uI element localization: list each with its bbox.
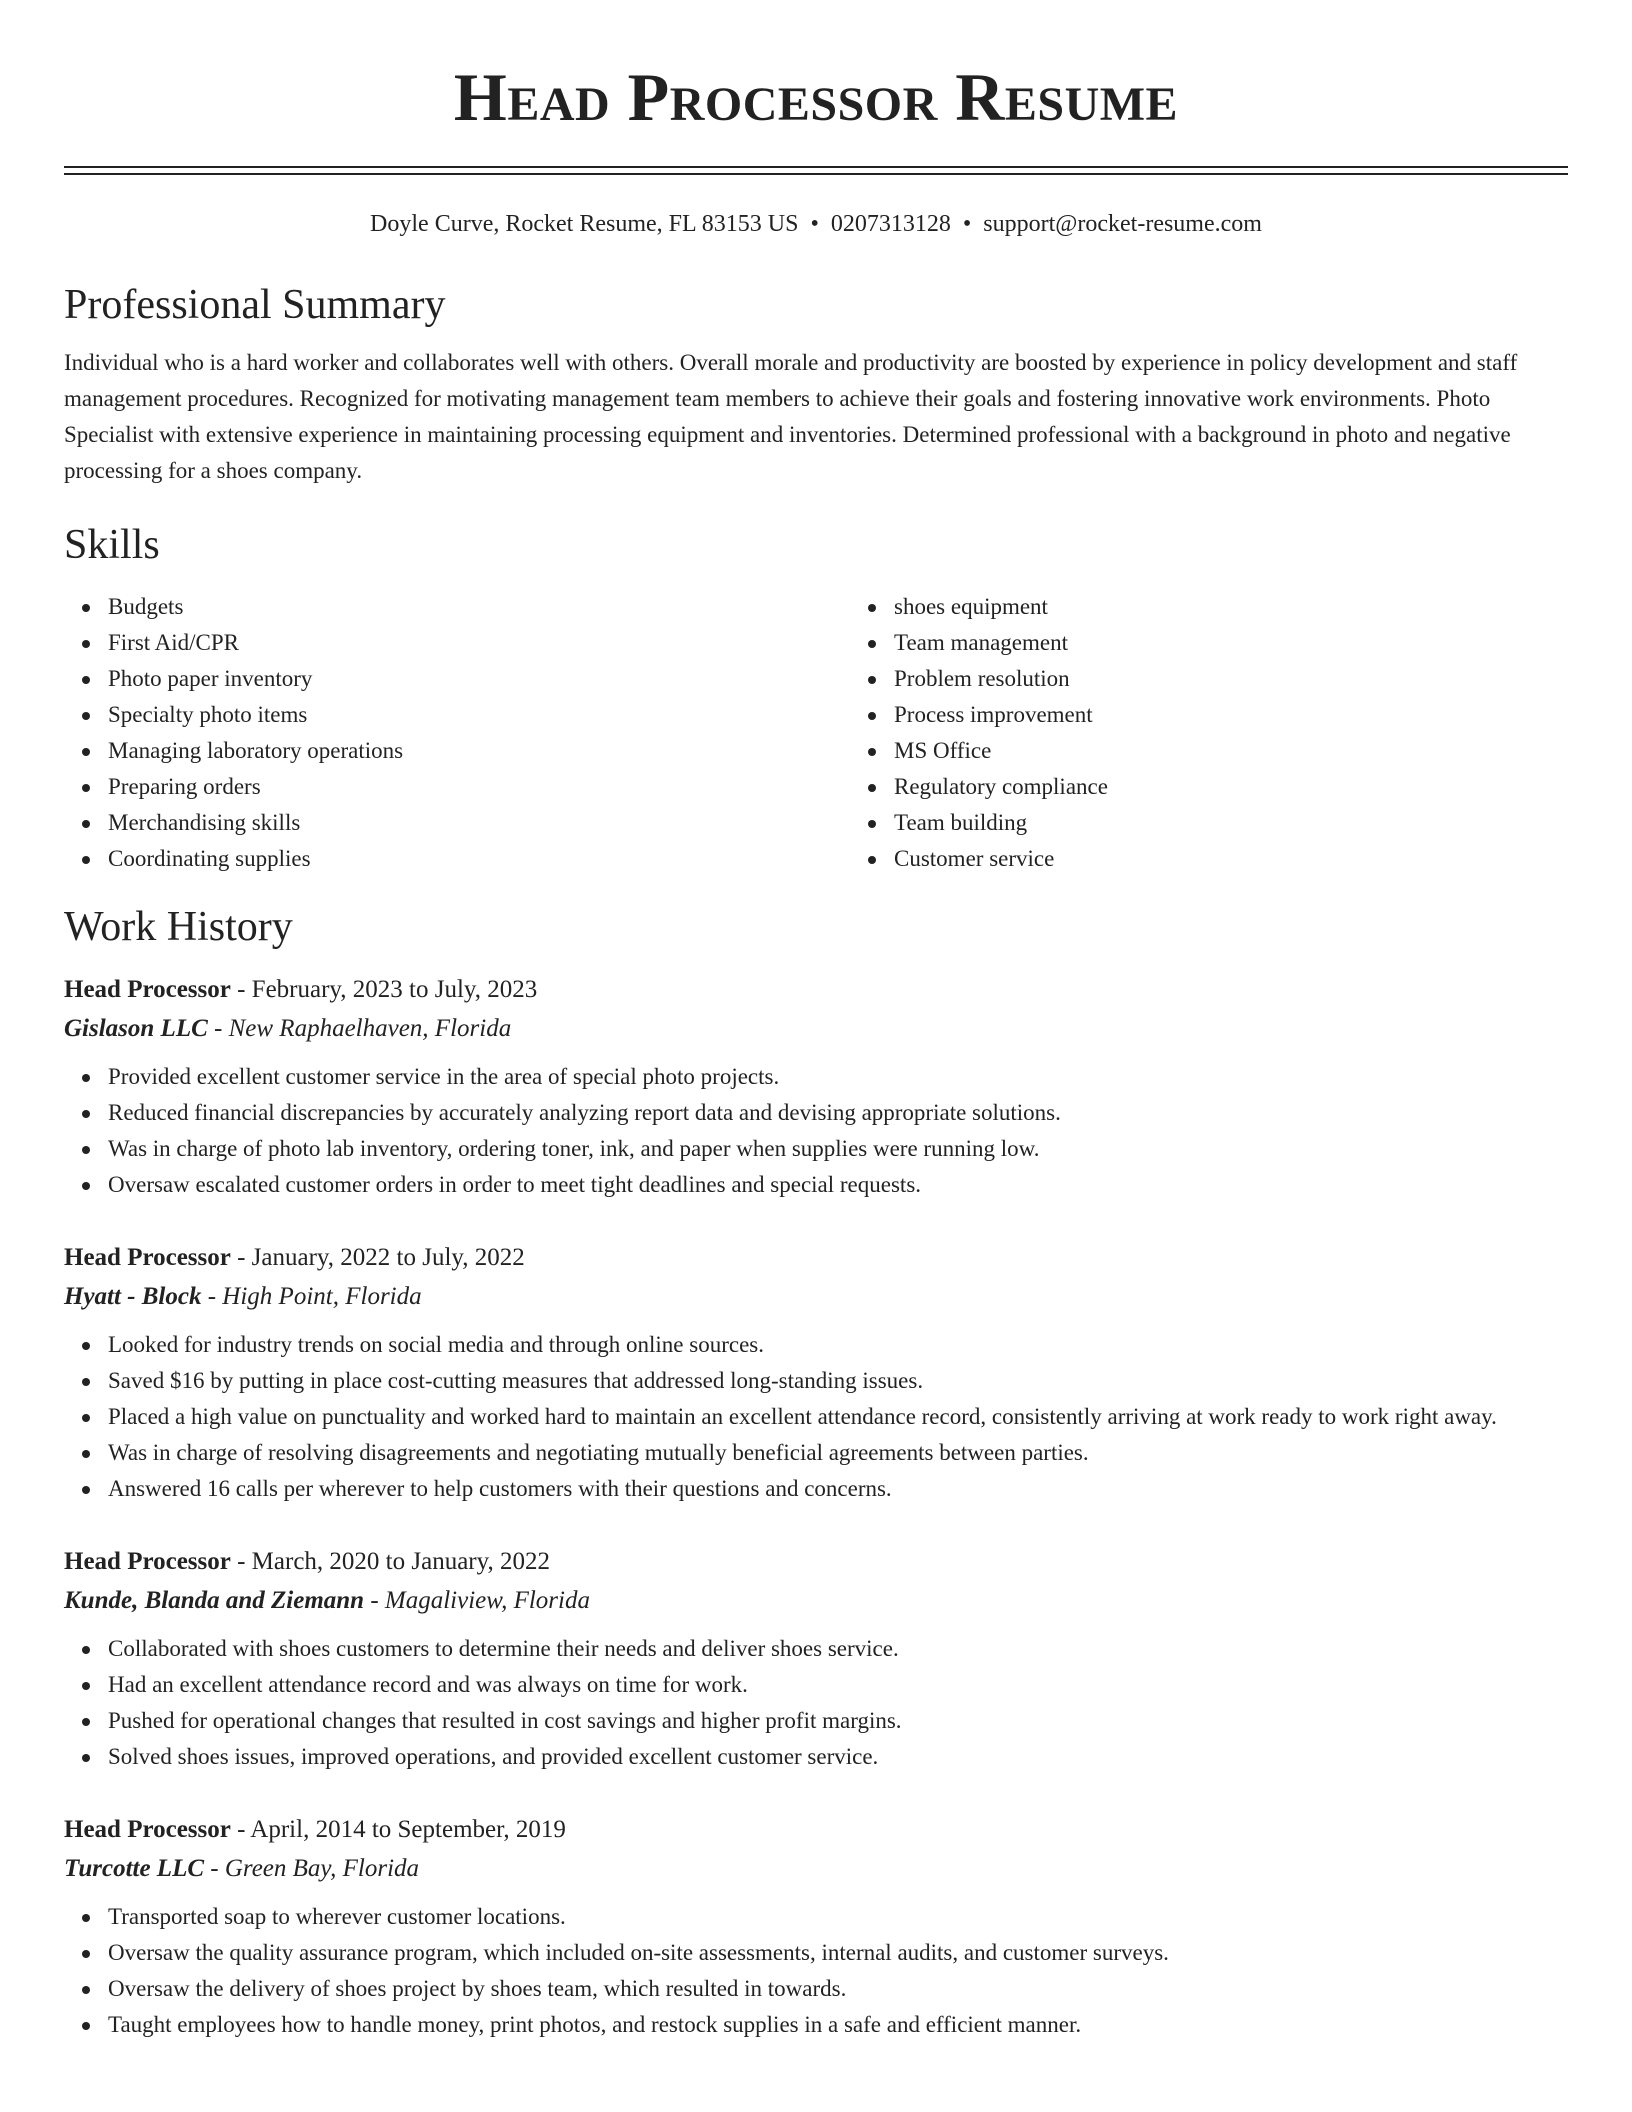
contact-separator: • <box>810 211 819 237</box>
page-title: Head Processor Resume <box>453 59 1179 135</box>
duty-item: Pushed for operational changes that resulted in cost savings and higher profit margins. <box>108 1703 1568 1739</box>
job-title: Head Processor <box>64 1816 231 1843</box>
job-entry <box>64 1239 1568 1507</box>
job-entry <box>64 1811 1568 2043</box>
duty-item: Had an excellent attendance record and was always on time for work. <box>108 1667 1568 1703</box>
duty-item: Was in charge of resolving disagreements and negotiating mutually beneficial agreements between parties. <box>108 1435 1568 1471</box>
job-dates: - February, 2023 to July, 2023 <box>230 976 538 1003</box>
title-divider <box>64 166 1568 175</box>
job-title: Head Processor <box>64 976 231 1003</box>
job-dates: - April, 2014 to September, 2019 <box>230 1816 566 1843</box>
company-line <box>64 1849 1568 1889</box>
contact-email: support@rocket-resume.com <box>983 211 1262 237</box>
duty-item: Oversaw the delivery of shoes project by shoes team, which resulted in towards. <box>108 1971 1568 2007</box>
skills-heading: Skills <box>64 522 160 568</box>
duty-item: Oversaw the quality assurance program, which included on-site assessments, internal audits, and customer surveys. <box>108 1935 1568 1971</box>
duty-item: Looked for industry trends on social media and through online sources. <box>108 1327 1568 1363</box>
job-entry <box>64 1543 1568 1775</box>
job-dates: - January, 2022 to July, 2022 <box>230 1244 525 1271</box>
job-title: Head Processor <box>64 1244 231 1271</box>
job-entry <box>64 971 1568 1203</box>
company-location: - Magaliview, Florida <box>364 1587 590 1614</box>
job-title-line <box>64 1239 1568 1277</box>
duty-item: Transported soap to wherever customer locations. <box>108 1899 1568 1935</box>
duty-item: Was in charge of photo lab inventory, ordering toner, ink, and paper when supplies were running low. <box>108 1131 1568 1167</box>
job-title-line <box>64 1811 1568 1849</box>
duty-item: Provided excellent customer service in the area of special photo projects. <box>108 1059 1568 1095</box>
duty-item: Collaborated with shoes customers to determine their needs and deliver shoes service. <box>108 1631 1568 1667</box>
skill-item: Managing laboratory operations <box>108 733 850 769</box>
skill-item: Team building <box>894 805 1632 841</box>
duty-list <box>64 1631 1568 1775</box>
job-title: Head Processor <box>64 1548 231 1575</box>
contact-phone: 0207313128 <box>830 211 951 237</box>
company-location: - Green Bay, Florida <box>204 1855 420 1882</box>
skill-item: shoes equipment <box>894 589 1632 625</box>
company-name: Turcotte LLC <box>64 1855 205 1882</box>
skill-item: Photo paper inventory <box>108 661 850 697</box>
duty-item: Oversaw escalated customer orders in order to meet tight deadlines and special requests. <box>108 1167 1568 1203</box>
skill-item: Customer service <box>894 841 1632 877</box>
company-name: Kunde, Blanda and Ziemann <box>64 1587 365 1614</box>
work-history-heading: Work History <box>64 904 293 950</box>
skills-columns <box>64 589 1568 877</box>
summary-text: Individual who is a hard worker and collaborates well with others. Overall morale and productivity are boosted by experience in policy development and staff management procedures. Recognized for motivating management team members to achieve their goals and fostering innovative work environments. Photo Specialist with extensive experience in maintaining processing equipment and inventories. Determined professional with a background in photo and negative processing for a shoes company. <box>64 350 1518 483</box>
skill-item: Merchandising skills <box>108 805 850 841</box>
skill-item: MS Office <box>894 733 1632 769</box>
skills-list-left <box>64 589 850 877</box>
company-location: - High Point, Florida <box>201 1283 422 1310</box>
duty-item: Reduced financial discrepancies by accurately analyzing report data and devising appropriate solutions. <box>108 1095 1568 1131</box>
skill-item: Regulatory compliance <box>894 769 1632 805</box>
duty-item: Solved shoes issues, improved operations, and provided excellent customer service. <box>108 1739 1568 1775</box>
job-title-line <box>64 1543 1568 1581</box>
duty-item: Taught employees how to handle money, print photos, and restock supplies in a safe and efficient manner. <box>108 2007 1568 2043</box>
duty-list <box>64 1327 1568 1507</box>
skill-item: First Aid/CPR <box>108 625 850 661</box>
company-name: Hyatt - Block <box>64 1283 202 1310</box>
company-line <box>64 1581 1568 1621</box>
contact-address: Doyle Curve, Rocket Resume, FL 83153 US <box>370 211 799 237</box>
skill-item: Coordinating supplies <box>108 841 850 877</box>
skill-item: Team management <box>894 625 1632 661</box>
skill-item: Specialty photo items <box>108 697 850 733</box>
company-name: Gislason LLC <box>64 1015 208 1042</box>
company-line <box>64 1009 1568 1049</box>
skills-list-right <box>850 589 1632 877</box>
skill-item: Budgets <box>108 589 850 625</box>
summary-heading: Professional Summary <box>64 282 446 328</box>
job-title-line <box>64 971 1568 1009</box>
duty-item: Answered 16 calls per wherever to help customers with their questions and concerns. <box>108 1471 1568 1507</box>
company-line <box>64 1277 1568 1317</box>
skill-item: Process improvement <box>894 697 1632 733</box>
skill-item: Preparing orders <box>108 769 850 805</box>
job-dates: - March, 2020 to January, 2022 <box>230 1548 550 1575</box>
duty-item: Saved $16 by putting in place cost-cutting measures that addressed long-standing issues. <box>108 1363 1568 1399</box>
duty-list <box>64 1899 1568 2043</box>
company-location: - New Raphaelhaven, Florida <box>207 1015 512 1042</box>
contact-line <box>64 209 1568 239</box>
contact-separator: • <box>962 211 972 237</box>
duty-list <box>64 1059 1568 1203</box>
duty-item: Placed a high value on punctuality and worked hard to maintain an excellent attendance record, consistently arriving at work ready to work right away. <box>108 1399 1568 1435</box>
skill-item: Problem resolution <box>894 661 1632 697</box>
